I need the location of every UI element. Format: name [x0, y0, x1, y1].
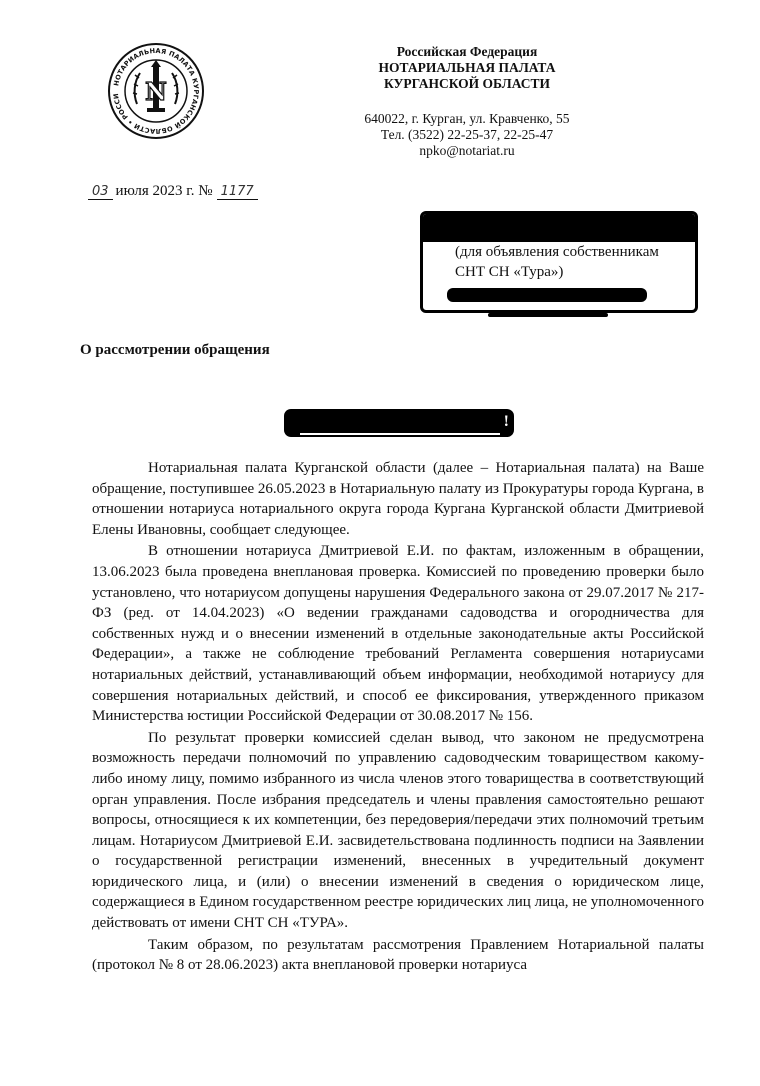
org-name-line2: КУРГАНСКОЙ ОБЛАСТИ — [383, 76, 551, 91]
seal-ring-text: НОТАРИАЛЬНАЯ ПАЛАТА КУРГАНСКОЙ ОБЛАСТИ • РОССИ — [111, 46, 201, 136]
letter-subject: О рассмотрении обращения — [80, 342, 270, 358]
letter-date-number — [88, 183, 261, 200]
letter-body — [92, 458, 704, 976]
date-month-year: июля 2023 г. № — [115, 183, 213, 199]
body-paragraph-3: По результат проверки комиссией сделан вывод, что законом не предусмотрена возможность передачи полномочий по управлению садоводческим товариществом какому-либо иному лицу, помимо избранного из числа членов этого товарищества в соответствующий орган управления. После избрания председатель и члены правления самостоятельно решают вопросы, относящиеся к их компетенции, без передоверия/передачи этих полномочий третьим лицам. Нотариусом Дмитриевой Е.И. засвидетельствована подлинность подписи на Заявлении о государственной регистрации изменений, внесенных в учредительный документ юридического лица, и (или) о внесении изменений в сведения о юридическом лице, содержащиеся в Едином государственном реестре юридических лиц лица, не уполномоченного действовать от имени СНТ СН «ТУРА». — [92, 729, 704, 932]
addressee-line1: (для объявления собственникам — [455, 244, 659, 260]
org-phone: Тел. (3522) 22-25-37, 22-25-47 — [380, 127, 554, 142]
seal-letter: N — [145, 77, 167, 106]
addressee-block — [420, 211, 698, 313]
organization-header — [322, 44, 612, 92]
org-email: npko@notariat.ru — [419, 143, 515, 158]
body-paragraph-1: Нотариальная палата Курганской области (далее – Нотариальная палата) на Ваше обращение, поступившее 26.05.2023 в Нотариальную палату из Прокуратуры города Кургана, в отношении нотариуса нотариального округа города Кургана Курганской области Дмитриевой Елены Ивановны, сообщает следующее. — [92, 460, 704, 538]
redaction-bar — [447, 288, 647, 302]
country-name: Российская Федерация — [396, 44, 538, 59]
addressee-line2: СНТ СН «Тура») — [455, 264, 564, 280]
salutation-end: ! — [503, 413, 509, 430]
handwritten-number: 1177 — [217, 184, 258, 200]
org-address: 640022, г. Курган, ул. Кравченко, 55 — [364, 111, 570, 126]
redaction-bar — [488, 313, 608, 317]
body-paragraph-4: Таким образом, по результатам рассмотрения Правлением Нотариальной палаты (протокол № 8 от 28.06.2023) акта внеплановой проверки нотариуса — [92, 936, 704, 974]
notary-chamber-emblem-icon — [107, 42, 205, 140]
body-paragraph-2: В отношении нотариуса Дмитриевой Е.И. по фактам, изложенным в обращении, 13.06.2023 была проведена внеплановая проверка. Комиссией по проведению проверки было установлено, что нотариусом допущены нарушения Федерального закона от 29.07.2017 № 217-ФЗ (ред. от 14.04.2023) «О ведении гражданами садоводства и огородничества для собственных нужд и о внесении изменений в отдельные законодательные акты Российской Федерации», а также не соблюдение требований Регламента совершения нотариусами нотариальных действий, устанавливающий объем информации, необходимой нотариусу для совершения нотариальных действий, и способ ее фиксирования, утвержденного приказом Министерства юстиции Российской Федерации от 30.08.2017 № 156. — [92, 543, 704, 725]
organization-contacts — [322, 111, 612, 159]
redaction-bar — [423, 214, 695, 242]
org-name-line1: НОТАРИАЛЬНАЯ ПАЛАТА — [378, 60, 556, 75]
handwritten-day: 03 — [88, 184, 113, 200]
redaction-gap-line — [300, 433, 500, 435]
